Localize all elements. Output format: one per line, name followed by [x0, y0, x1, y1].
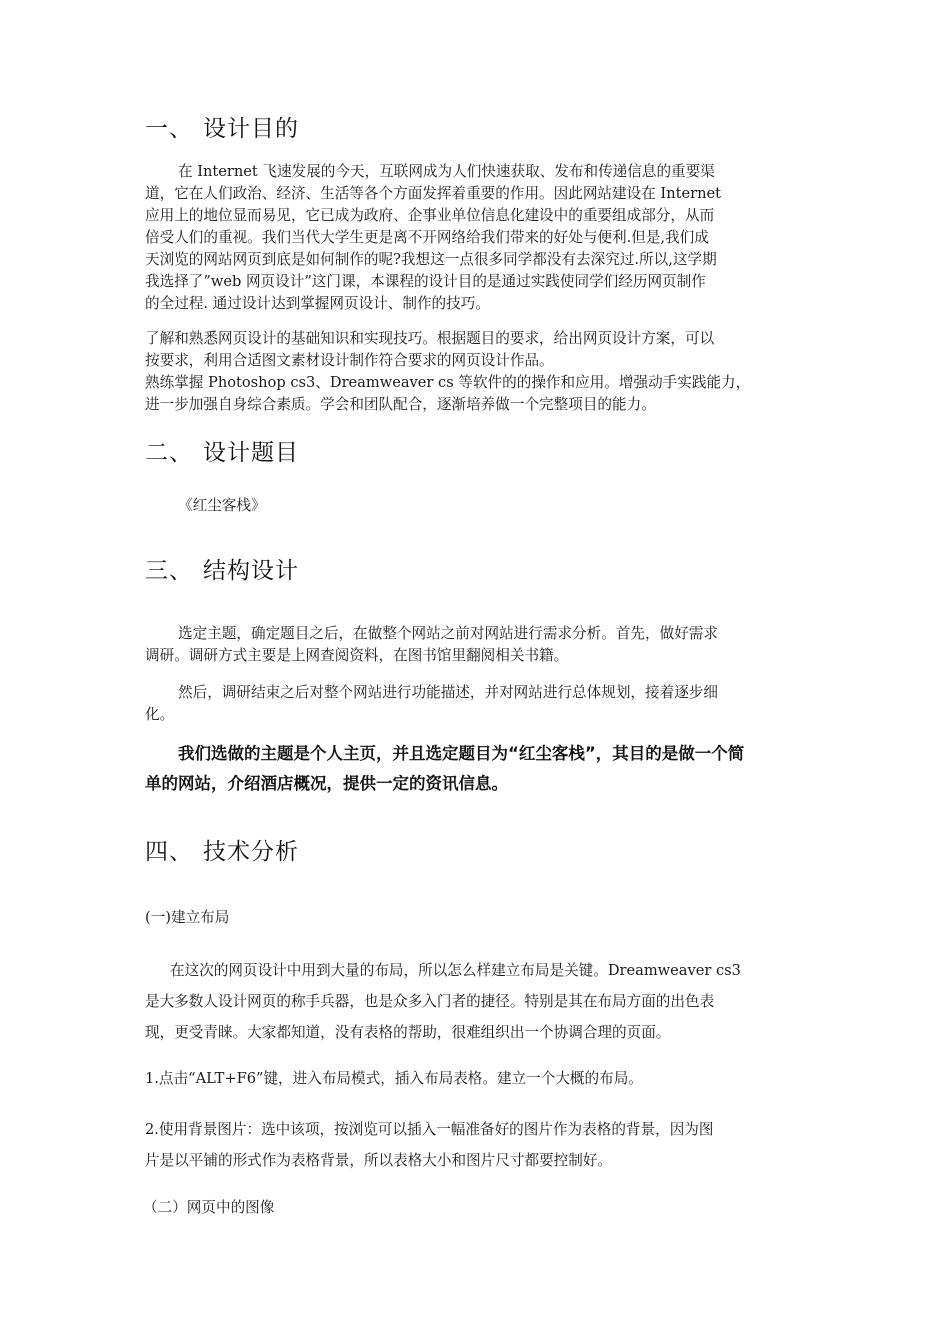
topic-title — [178, 495, 842, 517]
text-line: 天浏览的网站网页到底是如何制作的呢?我想这一点很多同学都没有去深究过.所以,这学期 — [145, 251, 717, 268]
section-number: 三、 — [145, 558, 193, 584]
section-title: 结构设计 — [203, 558, 299, 584]
section-heading-technical-analysis — [145, 833, 299, 866]
paragraph-requirements — [145, 623, 809, 667]
paragraph-goals — [145, 328, 809, 416]
section-heading-design-topic — [145, 434, 299, 467]
text-line: 化。 — [145, 706, 175, 723]
subheading-images — [143, 1197, 807, 1219]
paragraph-layout — [145, 955, 809, 1048]
text-line: 1.点击“ALT+F6”键，进入布局模式，插入布局表格。建立一个大概的布局。 — [145, 1070, 643, 1087]
list-item-background-image — [145, 1114, 809, 1176]
text-line: 我们选做的主题是个人主页，并且选定题目为“红尘客栈”，其目的是做一个简 — [178, 744, 745, 763]
text-line: 按要求，利用合适图文素材设计制作符合要求的网页设计作品。 — [145, 352, 554, 369]
paragraph-planning — [145, 682, 809, 726]
text-line: 现，更受青睐。大家都知道，没有表格的帮助，很难组织出一个协调合理的页面。 — [145, 1024, 671, 1041]
section-number: 一、 — [145, 116, 193, 142]
text-line: （二）网页中的图像 — [143, 1199, 275, 1216]
text-line: 单的网站，介绍酒店概况，提供一定的资讯信息。 — [145, 774, 508, 793]
text-line: 倍受人们的重视。我们当代大学生更是离不开网络给我们带来的好处与便利.但是,我们成 — [145, 229, 709, 246]
paragraph-theme — [145, 739, 809, 799]
text-line: (一)建立布局 — [145, 909, 230, 926]
section-number: 四、 — [145, 839, 193, 865]
text-line: 进一步加强自身综合素质。学会和团队配合，逐渐培养做一个完整项目的能力。 — [145, 396, 656, 413]
text-line: 应用上的地位显而易见，它已成为政府、企事业单位信息化建设中的重要组成部分，从而 — [145, 207, 715, 224]
text-line: 选定主题，确定题目之后，在做整个网站之前对网站进行需求分析。首先，做好需求 — [178, 625, 718, 642]
text-line: 2.使用背景图片：选中该项，按浏览可以插入一幅准备好的图片作为表格的背景，因为图 — [145, 1121, 714, 1138]
text-line: 了解和熟悉网页设计的基础知识和实现技巧。根据题目的要求，给出网页设计方案，可以 — [145, 330, 715, 347]
text-line: 片是以平铺的形式作为表格背景，所以表格大小和图片尺寸都要控制好。 — [145, 1152, 613, 1169]
text-line: 的全过程. 通过设计达到掌握网页设计、制作的技巧。 — [145, 295, 490, 312]
text-line: 是大多数人设计网页的称手兵器，也是众多入门者的捷径。特别是其在布局方面的出色表 — [145, 993, 715, 1010]
section-title: 技术分析 — [203, 839, 299, 865]
section-title: 设计题目 — [203, 440, 299, 466]
paragraph-intro — [145, 161, 809, 315]
section-number: 二、 — [145, 440, 193, 466]
text-line: 熟练掌握 Photoshop cs3、Dreamweaver cs 等软件的的操作和应用。增强动手实践能力， — [145, 374, 751, 391]
section-title: 设计目的 — [203, 116, 299, 142]
text-line: 在这次的网页设计中用到大量的布局，所以怎么样建立布局是关键。Dreamweaver cs3 — [170, 962, 741, 979]
text-line: 在 Internet 飞速发展的今天，互联网成为人们快速获取、发布和传递信息的重要渠 — [178, 163, 715, 180]
text-line: 调研。调研方式主要是上网查阅资料，在图书馆里翻阅相关书籍。 — [145, 647, 569, 664]
list-item-alt-f6 — [145, 1068, 809, 1090]
text-line: 《红尘客栈》 — [178, 497, 266, 514]
text-line: 然后，调研结束之后对整个网站进行功能描述，并对网站进行总体规划，接着逐步细 — [178, 684, 718, 701]
section-heading-design-purpose — [145, 110, 299, 143]
subheading-layout — [145, 907, 809, 929]
text-line: 我选择了”web 网页设计”这门课，本课程的设计目的是通过实践使同学们经历网页制作 — [145, 273, 706, 290]
section-heading-structure-design — [145, 552, 299, 585]
text-line: 道，它在人们政治、经济、生活等各个方面发挥着重要的作用。因此网站建设在 Internet — [145, 185, 721, 202]
